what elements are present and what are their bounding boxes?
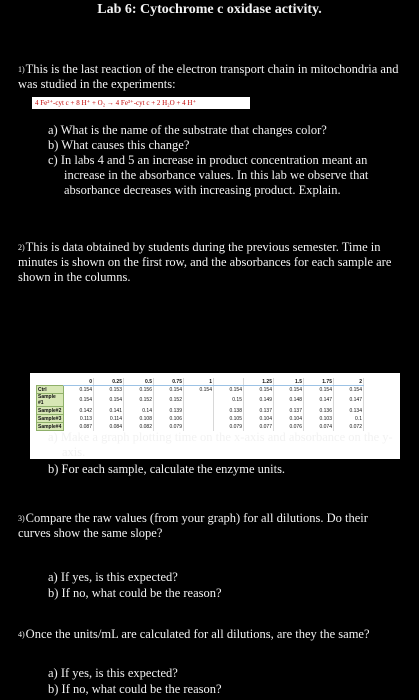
table-cell: 0.154 [64, 394, 94, 407]
table-cell: 0.104 [274, 415, 304, 423]
time-cell: 1.75 [304, 378, 334, 386]
table-cell: 0.114 [94, 415, 124, 423]
table-cell: 0.087 [64, 423, 94, 431]
table-cell: 0.154 [154, 386, 184, 394]
time-cell [214, 378, 244, 386]
time-row [37, 378, 364, 386]
table-cell: 0.106 [154, 415, 184, 423]
question-3a: a) If yes, is this expected? [48, 570, 178, 584]
time-cell: 0 [64, 378, 94, 386]
table-cell: 0.072 [334, 423, 364, 431]
table-cell: 0.141 [94, 407, 124, 415]
question-text: This is data obtained by students during the previous semester. Time in minutes is shown on the first row, and the absorbances for each sample are shown in the columns. [18, 240, 392, 284]
question-1b: b) What causes this change? [48, 138, 190, 152]
table-cell [184, 415, 214, 423]
table-cell: 0.105 [214, 415, 244, 423]
table-row [37, 407, 364, 415]
row-label: Sample #1 [37, 394, 64, 407]
table-cell [184, 394, 214, 407]
question-4b: b) If no, what could be the reason? [48, 682, 222, 696]
question-4a: a) If yes, is this expected? [48, 666, 178, 680]
table-cell: 0.137 [244, 407, 274, 415]
time-cell: 0.75 [154, 378, 184, 386]
table-cell: 0.148 [274, 394, 304, 407]
question-1 [18, 62, 403, 92]
table-cell: 0.156 [124, 386, 154, 394]
question-2b: b) For each sample, calculate the enzyme units. [48, 462, 286, 476]
table-cell: 0.076 [274, 423, 304, 431]
row-label: Sample#4 [37, 423, 64, 431]
table-cell: 0.104 [244, 415, 274, 423]
question-1c: c) In labs 4 and 5 an increase in product concentration meant an increase in the absorbance values. In this lab we observe that absorbance decreases with increasing product. Explain. [48, 153, 369, 197]
question-3b: b) If no, what could be the reason? [48, 586, 222, 600]
table-cell: 0.082 [124, 423, 154, 431]
row-label: Ctrl [37, 386, 64, 394]
question-number: 2) [18, 243, 25, 252]
time-cell: 0.25 [94, 378, 124, 386]
table-cell: 0.138 [214, 407, 244, 415]
table-cell: 0.154 [334, 386, 364, 394]
time-cell: 1.5 [274, 378, 304, 386]
table-cell: 0.147 [334, 394, 364, 407]
reaction-equation: 4 Fe²⁺-cyt c + 8 H⁺ + O₂ → 4 Fe³⁺-cyt c + 2 H₂O + 4 H⁺ [32, 97, 250, 109]
question-text: Compare the raw values (from your graph) for all dilutions. Do their curves show the same slope? [18, 511, 368, 540]
table-cell: 0.103 [304, 415, 334, 423]
table-cell [184, 407, 214, 415]
table-cell: 0.154 [214, 386, 244, 394]
table-cell: 0.074 [304, 423, 334, 431]
table-row [37, 394, 364, 407]
table-cell: 0.154 [274, 386, 304, 394]
time-cell: 2 [334, 378, 364, 386]
row-label: Sample#3 [37, 415, 64, 423]
table-row [37, 386, 364, 394]
time-cell: 1 [184, 378, 214, 386]
table-cell: 0.154 [64, 386, 94, 394]
question-1a: a) What is the name of the substrate that changes color? [48, 123, 327, 137]
absorbance-table [36, 378, 364, 431]
table-cell: 0.108 [124, 415, 154, 423]
table-cell: 0.137 [274, 407, 304, 415]
row-label: Sample#2 [37, 407, 64, 415]
time-cell: 1.25 [244, 378, 274, 386]
table-cell: 0.079 [214, 423, 244, 431]
table-cell: 0.154 [184, 386, 214, 394]
question-number: 3) [18, 514, 25, 523]
question-3 [18, 511, 403, 541]
table-cell: 0.147 [304, 394, 334, 407]
question-number: 4) [18, 630, 25, 639]
table-cell: 0.152 [154, 394, 184, 407]
question-2 [18, 240, 403, 285]
time-cell: 0.5 [124, 378, 154, 386]
table-cell: 0.154 [94, 394, 124, 407]
table-cell: 0.113 [64, 415, 94, 423]
question-4 [18, 627, 413, 642]
table-cell: 0.142 [64, 407, 94, 415]
question-number: 1) [18, 65, 25, 74]
question-text: This is the last reaction of the electron transport chain in mitochondria and was studied in the experiments: [18, 62, 399, 91]
table-corner [37, 378, 64, 386]
table-cell: 0.154 [244, 386, 274, 394]
page-title: Lab 6: Cytochrome c oxidase activity. [97, 2, 322, 17]
table-cell: 0.084 [94, 423, 124, 431]
question-text: Once the units/mL are calculated for all dilutions, are they the same? [25, 627, 370, 641]
table-row [37, 415, 364, 423]
table-cell: 0.15 [214, 394, 244, 407]
table-cell: 0.1 [334, 415, 364, 423]
table-cell: 0.153 [94, 386, 124, 394]
question-2a: a) Make a graph plotting time on the x-axis and absorbance on the y-axis. [48, 430, 393, 459]
table-cell: 0.149 [244, 394, 274, 407]
table-cell: 0.139 [154, 407, 184, 415]
table-cell: 0.152 [124, 394, 154, 407]
table-cell: 0.079 [154, 423, 184, 431]
table-cell: 0.134 [334, 407, 364, 415]
table-cell: 0.154 [304, 386, 334, 394]
table-cell: 0.14 [124, 407, 154, 415]
table-cell: 0.077 [244, 423, 274, 431]
table-cell: 0.136 [304, 407, 334, 415]
